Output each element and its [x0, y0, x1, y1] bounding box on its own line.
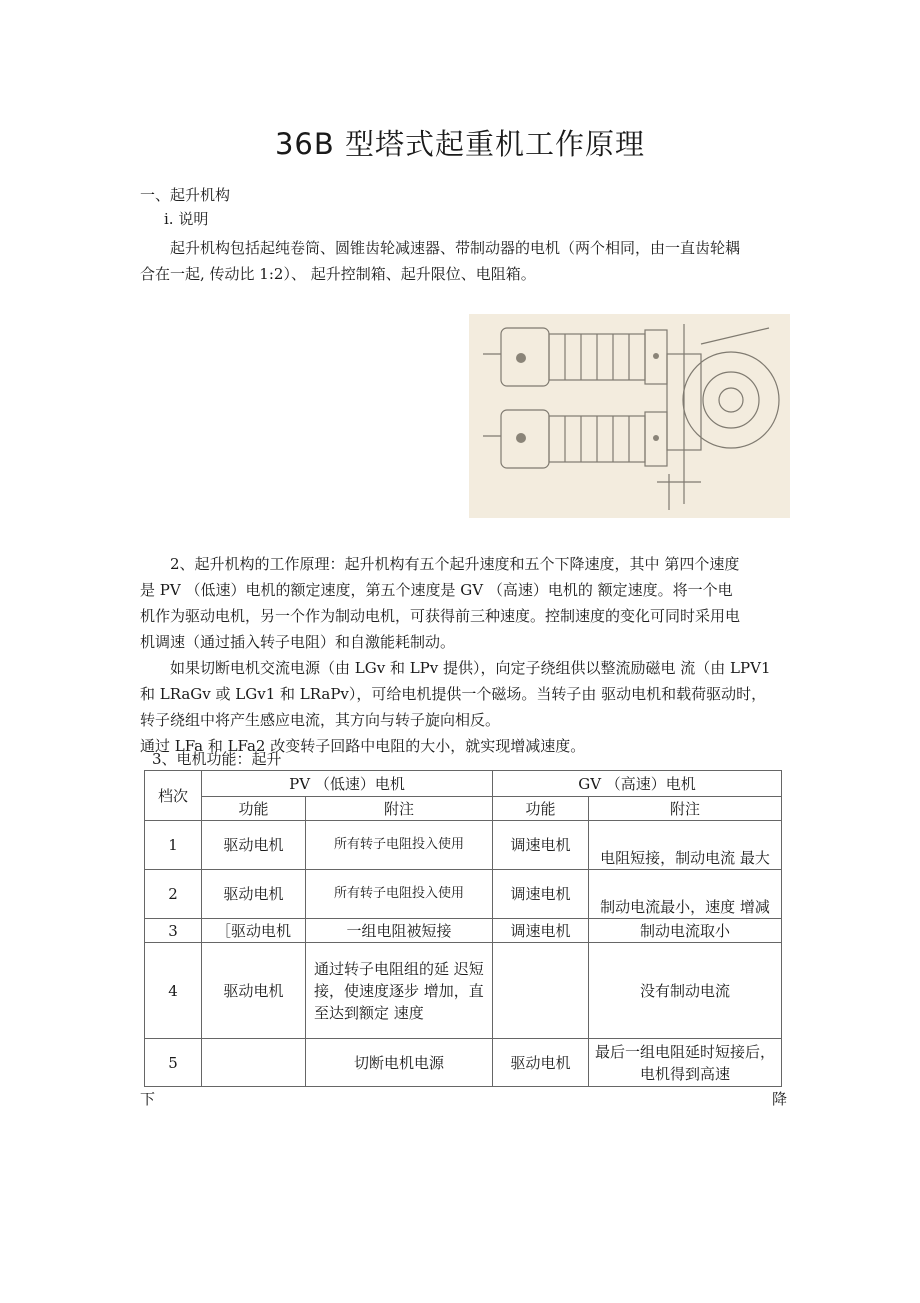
subheader-gv-function: 功能	[493, 797, 589, 821]
paragraph-components-line1: 起升机构包括起纯卷筒、圆锥齿轮减速器、带制动器的电机（两个相同，由一直齿轮耦	[170, 239, 741, 257]
hoist-mechanism-drawing-icon	[469, 314, 790, 518]
pv-note-cell: 通过转子电阻组的延 迟短接，使速度逐步 增加，直至达到额定 速度	[306, 943, 493, 1039]
section-heading-hoist: 一、起升机构	[140, 186, 231, 204]
motor-function-table	[144, 770, 782, 1087]
excitation-line: 转子绕组中将产生感应电流，其方向与转子旋向相反。	[140, 711, 501, 729]
principle-line: 机作为驱动电机，另一个作为制动电机，可获得前三种速度。控制速度的变化可同时采用电	[140, 607, 741, 625]
pv-function-cell	[202, 1039, 306, 1087]
principle-line: 是 PV （低速）电机的额定速度，第五个速度是 GV （高速）电机的 额定速度。将一个电	[140, 581, 733, 599]
gv-function-cell	[493, 943, 589, 1039]
table-row	[145, 919, 782, 943]
table-header-row	[145, 771, 782, 797]
footer-char-left: 下	[140, 1090, 156, 1108]
excitation-line: 和 LRaGv 或 LGv1 和 LRaPv），可给电机提供一个磁场。当转子由 驱动电机和载荷驱动时，	[140, 685, 767, 703]
subheader-pv-function: 功能	[202, 797, 306, 821]
page-title: 36B 型塔式起重机工作原理	[274, 127, 645, 161]
principle-line: 2、起升机构的工作原理：起升机构有五个起升速度和五个下降速度，其中 第四个速度	[170, 555, 740, 573]
pv-note-cell: 所有转子电阻投入使用	[306, 821, 493, 870]
gv-function-cell: 调速电机	[493, 919, 589, 943]
gear-cell: 5	[145, 1039, 202, 1087]
table-row	[145, 870, 782, 919]
paragraph-components-line2: 合在一起, 传动比 1:2）、 起升控制箱、起升限位、电阻箱。	[140, 265, 536, 283]
gear-cell: 1	[145, 821, 202, 870]
paragraph-principle	[140, 551, 790, 759]
gear-cell: 4	[145, 943, 202, 1039]
section-heading-motor-functions: 3、电机功能：起升	[152, 750, 282, 768]
gv-note-cell: 电阻短接，制动电流 最大	[589, 821, 782, 870]
gv-note-cell: 最后一组电阻延时短接后，电机得到高速	[589, 1039, 782, 1087]
subheader-gv-note: 附注	[589, 797, 782, 821]
header-gear: 档次	[145, 771, 202, 821]
subheader-pv-note: 附注	[306, 797, 493, 821]
header-pv-motor: PV （低速）电机	[202, 771, 493, 797]
gv-note-cell: 制动电流取小	[589, 919, 782, 943]
table-row	[145, 1039, 782, 1087]
principle-line: 机调速（通过插入转子电阻）和自激能耗制动。	[140, 633, 456, 651]
resistance-line: 通过 LFa 和 LFa2 改变转子回路中电阻的大小，就实现增减速度。	[140, 737, 586, 755]
pv-note-cell: 切断电机电源	[306, 1039, 493, 1087]
pv-function-cell: 驱动电机	[202, 870, 306, 919]
gear-cell: 3	[145, 919, 202, 943]
subsection-description: i. 说明	[164, 210, 209, 228]
gv-note-cell: 没有制动电流	[589, 943, 782, 1039]
footer-char-right: 降	[772, 1090, 788, 1108]
pv-function-cell: ［驱动电机	[202, 919, 306, 943]
gv-function-cell: 驱动电机	[493, 1039, 589, 1087]
hoist-drawing-svg	[469, 314, 790, 518]
pv-note-cell: 所有转子电阻投入使用	[306, 870, 493, 919]
header-gv-motor: GV （高速）电机	[493, 771, 782, 797]
excitation-line: 如果切断电机交流电源（由 LGv 和 LPv 提供），向定子绕组供以整流励磁电 流（由 LPV1	[170, 659, 771, 677]
pv-function-cell: 驱动电机	[202, 943, 306, 1039]
table-row	[145, 943, 782, 1039]
gv-note-cell: 制动电流最小，速度 增减	[589, 870, 782, 919]
table-row	[145, 821, 782, 870]
pv-note-cell: 一组电阻被短接	[306, 919, 493, 943]
gv-function-cell: 调速电机	[493, 821, 589, 870]
table-subheader-row	[145, 797, 782, 821]
gear-cell: 2	[145, 870, 202, 919]
gv-function-cell: 调速电机	[493, 870, 589, 919]
pv-function-cell: 驱动电机	[202, 821, 306, 870]
